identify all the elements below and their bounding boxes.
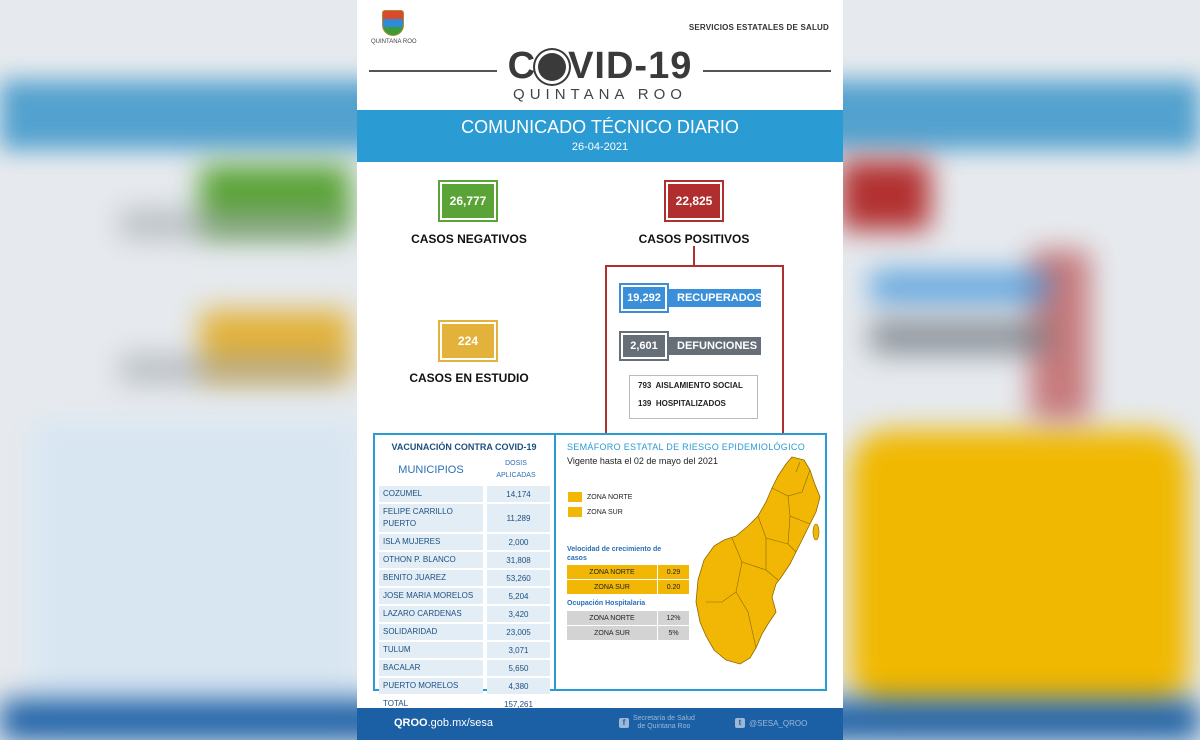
table-row: ZONA NORTE 12% [567,611,689,625]
municipio-cell: OTHON P. BLANCO [379,552,483,568]
dosis-cell: 4,380 [487,678,550,694]
municipio-cell: FELIPE CARRILLO PUERTO [379,504,483,532]
vaccination-title: VACUNACIÓN CONTRA COVID-19 [391,442,537,452]
legend-zona-norte: ZONA NORTE [568,492,632,502]
municipio-cell: COZUMEL [379,486,483,502]
dosis-cell: 5,650 [487,660,550,676]
cases-under-study-value: 224 [438,320,498,362]
recovered-stat [619,283,761,313]
dosis-cell: 3,420 [487,606,550,622]
dosis-cell: 3,071 [487,642,550,658]
municipio-cell: LAZARO CARDENAS [379,606,483,622]
deaths-value: 2,601 [619,331,669,361]
table-row [379,486,550,502]
active-cases-box [629,375,758,419]
dosis-cell: 14,174 [487,486,550,502]
deaths-stat [619,331,761,361]
panel-divider [554,433,556,691]
twitter-link[interactable]: t @SESA_QROO [735,718,807,728]
cases-under-study-label: CASOS EN ESTUDIO [409,371,529,385]
semaforo-vigencia: Vigente hasta el 02 de mayo del 2021 [567,456,718,466]
dosis-cell: 53,260 [487,570,550,586]
negative-cases-label: CASOS NEGATIVOS [411,232,527,246]
table-row: ZONA SUR 5% [567,626,689,640]
municipio-cell: SOLIDARIDAD [379,624,483,640]
municipio-cell: PUERTO MORELOS [379,678,483,694]
hospital-occupancy-table [567,611,689,641]
website-link[interactable]: QROO.gob.mx/sesa [394,717,494,729]
vaccination-table [379,486,550,714]
dosis-cell: 31,808 [487,552,550,568]
covid-report-document [357,0,843,740]
municipio-cell: BENITO JUAREZ [379,570,483,586]
negative-cases-value: 26,777 [438,180,498,222]
table-row [379,642,550,658]
municipio-cell: ISLA MUJERES [379,534,483,550]
dosis-cell: 157,261 [487,696,550,712]
isolation-row: 793 AISLAMIENTO SOCIAL [638,381,743,390]
dosis-cell: 5,204 [487,588,550,604]
positive-connector [693,246,695,266]
municipio-cell: TOTAL [379,696,483,712]
virus-icon [538,53,566,81]
table-row [379,660,550,676]
growth-speed-table [567,565,689,595]
table-row [379,504,550,532]
banner-title: COMUNICADO TÉCNICO DIARIO [461,117,739,137]
growth-speed-title: Velocidad de crecimiento de casos [567,546,662,562]
logo-text: QUINTANA ROO [371,39,417,45]
municipio-cell: BACALAR [379,660,483,676]
footer-bar [357,708,843,740]
table-row [379,606,550,622]
positive-cases-label: CASOS POSITIVOS [638,232,750,246]
table-row [379,588,550,604]
quintana-roo-map [692,452,827,667]
report-date: 26-04-2021 [571,141,629,153]
table-row [379,624,550,640]
vaccination-col-municipios: MUNICIPIOS [398,464,464,476]
table-row: ZONA SUR 0.20 [567,580,689,594]
municipio-cell: JOSE MARIA MORELOS [379,588,483,604]
hospitalized-row: 139 HOSPITALIZADOS [638,399,726,408]
hospital-occupancy-title: Ocupación Hospitalaria [567,600,646,607]
legend-swatch [568,492,582,502]
dosis-cell: 2,000 [487,534,550,550]
dosis-cell: 11,289 [487,504,550,532]
table-row: ZONA NORTE 0.29 [567,565,689,579]
deaths-label: DEFUNCIONES [669,337,761,355]
legend-zona-sur: ZONA SUR [568,507,623,517]
state-shield-icon [382,10,404,36]
table-row [379,552,550,568]
facebook-icon: f [619,718,629,728]
table-row [379,570,550,586]
positive-cases-value: 22,825 [664,180,724,222]
facebook-link[interactable]: f Secretaría de Salud de Quintana Roo [619,715,695,731]
agency-name: SERVICIOS ESTATALES DE SALUD [688,23,829,32]
dosis-cell: 23,005 [487,624,550,640]
municipio-cell: TULUM [379,642,483,658]
semaforo-title: SEMÁFORO ESTATAL DE RIESGO EPIDEMIOLÓGICO [567,442,806,452]
legend-swatch [568,507,582,517]
table-row [379,534,550,550]
report-banner [357,110,843,162]
recovered-value: 19,292 [619,283,669,313]
report-subtitle: QUINTANA ROO [513,86,687,103]
table-row [379,678,550,694]
vaccination-col-dosis: DOSIS APLICADAS [496,460,536,479]
report-title: C VID-19 [507,45,693,87]
recovered-label: RECUPERADOS [669,289,761,307]
twitter-icon: t [735,718,745,728]
